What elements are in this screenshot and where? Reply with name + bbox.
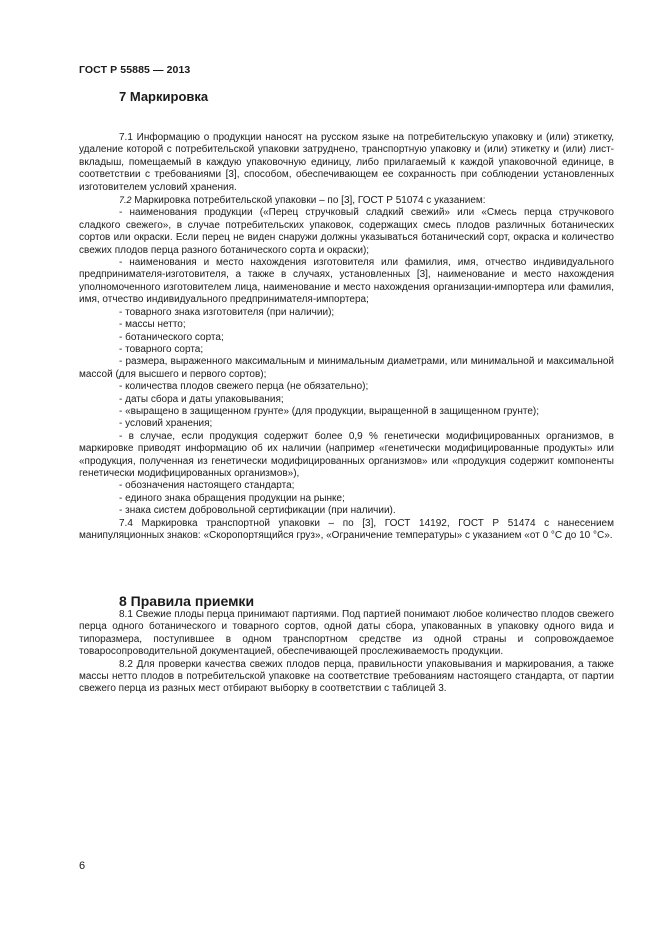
list-item: - даты сбора и даты упаковывания; [119,393,284,405]
section-8-body [79,609,614,696]
list-item: - количества плодов свежего перца (не обязательно); [119,381,369,393]
paragraph-7-4: 7.4 Маркировка транспортной упаковки – по [3], ГОСТ 14192, ГОСТ Р 51474 с нанесением манипуляционных знаков: «Скоропортящийся груз», «Ограничение температуры» с указанием «от 0 °С до 10 °С». [79,517,614,541]
list-item: - знака систем добровольной сертификации (при наличии). [119,505,396,517]
paragraph-7-1: 7.1 Информацию о продукции наносят на русском языке на потребительскую упаковку и (или) этикетку, удаление которой с потребительской упаковки затруднено, транспортную упаковку и (или) этикетку и (или) лист-вкладыш, помещаемый в каждую упаковочную единицу, либо прилагаемый к каждой упаковочной единице, в соответствии с требованиями [3], способом, обеспечивающем ее сохранность при соблюдении установленных изготовителем условий хранения. [79,132,614,193]
paragraph-7-2 [79,194,614,207]
list-item: - ботанического сорта; [119,331,224,343]
list-item: - наименования и место нахождения изготовителя или фамилия, имя, отчество индивидуального предпринимателя-изготовителя, а также в случаях, установленных [3], наименование и место нахождения уполномоченного изготовителем лица, наименование и место нахождения организации-импортера или фамилия, имя, отчество индивидуального предпринимателя-импортера; [79,257,614,306]
paragraph-8-2: 8.2 Для проверки качества свежих плодов перца, правильности упаковывания и маркирования, а также массы нетто плодов в потребительской упаковке на соответствие требованиям настоящего стандарта, от партии свежего перца из разных мест отбирают выборку в соответствии с таблицей 3. [79,658,614,695]
list-item: - товарного сорта; [119,343,204,355]
list-item: - в случае, если продукция содержит более 0,9 % генетически модифицированных организмов, в маркировке приводят информацию об их наличии (например «генетически модифицированные продукты» или «продукция, полученная из генетически модифицированных организмов» или «продукция содержит компоненты генетически модифицированных организмов»), [79,430,614,479]
list-item: - размера, выраженного максимальным и минимальным диаметрами, или минимальной и максимальной массой (для высшего и первого сортов); [79,356,614,380]
list-item: - «выращено в защищенном грунте» (для продукции, выращенной в защищенном грунте); [119,405,539,417]
list-item: - наименования продукции («Перец стручковый сладкий свежий» или «Смесь перца стручкового сладкого свежего», в случае потребительских упаковок, содержащих смесь плодов различных ботанических сортов или окраски. Если перец не виден снаружи должны указываться ботанический сорт, окраска и количество свежих плодов перца разного ботанического сорта и окраски); [79,207,614,256]
paragraph-7-2-number: 7.2 [119,195,132,206]
list-item: - условий хранения; [119,418,213,430]
list-item: - массы нетто; [119,319,186,331]
list-item: - товарного знака изготовителя (при наличии); [119,306,335,318]
section-7-body [79,132,614,542]
paragraph-7-2-text: Маркировка потребительской упаковки – по [3], ГОСТ Р 51074 с указанием: [131,195,486,207]
paragraph-8-1: 8.1 Свежие плоды перца принимают партиями. Под партией понимают любое количество плодов свежего перца одного ботанического и товарного сортов, одной даты сбора, упакованных в упаковку одного вида и типоразмера, поступившее в одном транспортном средстве из одной страны и сопровождаемое товаросопроводительной документацией, обеспечивающей прослеживаемость продукции. [79,609,614,658]
section-8-title: 8 Правила приемки [119,593,255,609]
page-number: 6 [79,860,86,872]
standard-header: ГОСТ Р 55885 — 2013 [79,64,191,76]
section-7-title: 7 Маркировка [119,89,209,104]
list-item: - единого знака обращения продукции на рынке; [119,492,345,504]
list-item: - обозначения настоящего стандарта; [119,480,295,492]
